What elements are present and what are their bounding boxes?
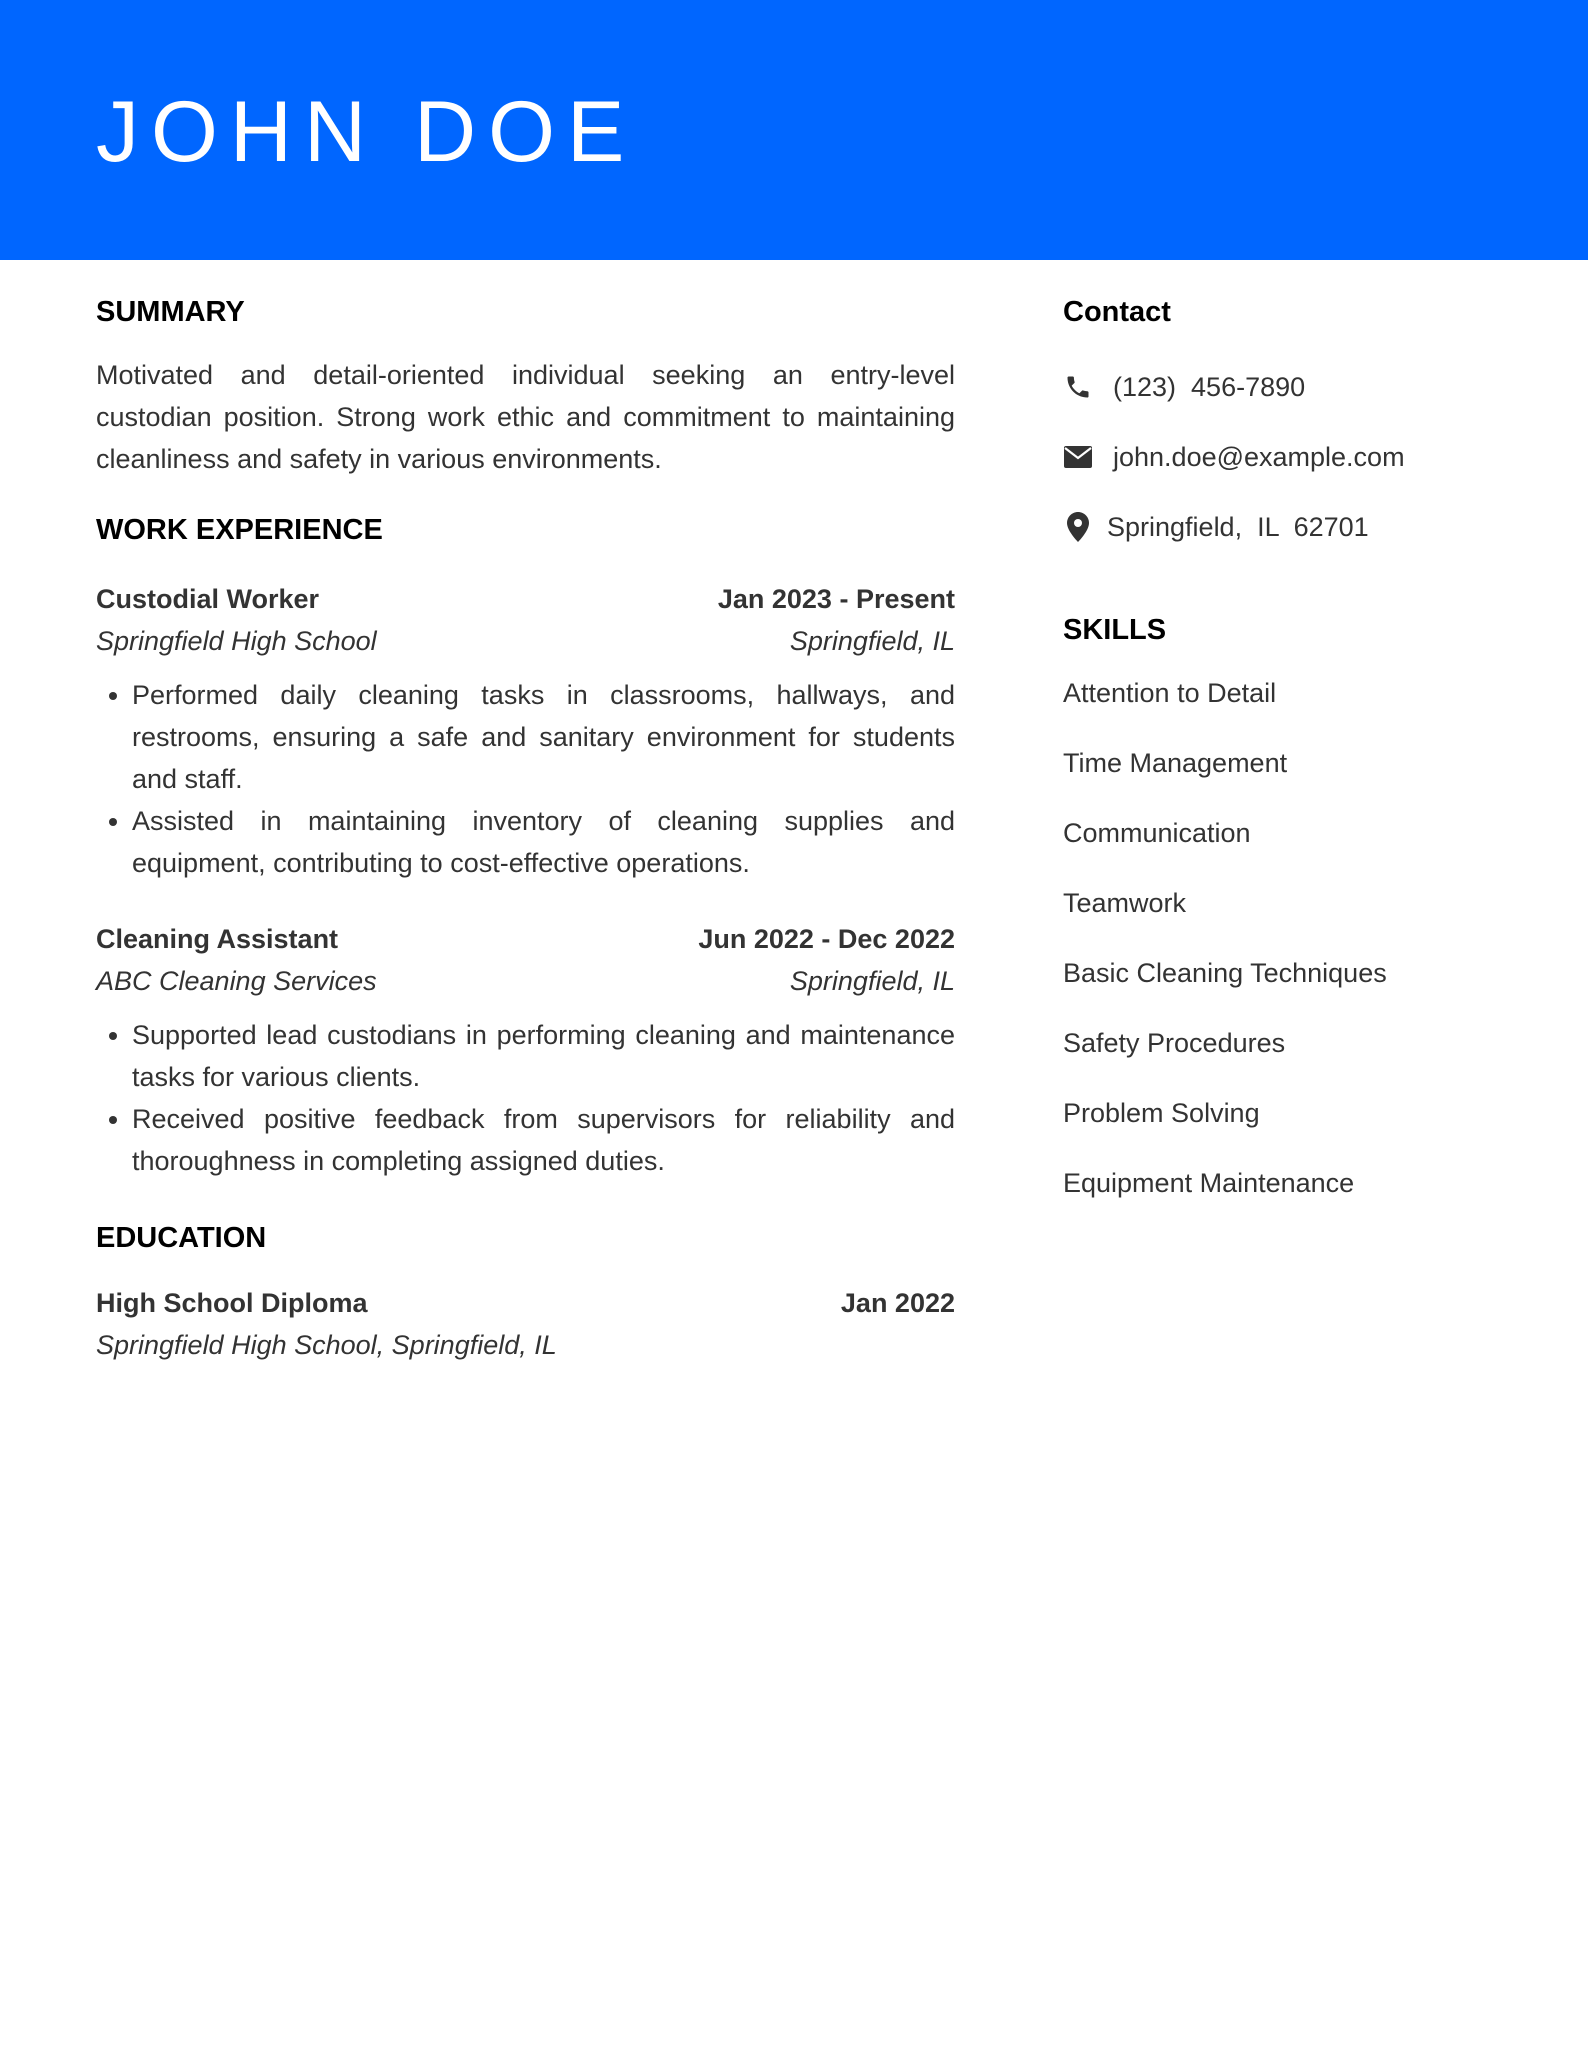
envelope-icon [1063, 442, 1093, 472]
contact-heading: Contact [1063, 296, 1171, 328]
summary-heading: SUMMARY [96, 296, 245, 328]
job-dates: Jan 2023 - Present [717, 584, 955, 614]
education-degree: High School Diploma [96, 1288, 368, 1318]
skill-item: Communication [1063, 818, 1251, 848]
header-banner [0, 0, 1588, 260]
skills-list [1063, 672, 1503, 1204]
job-bullets [96, 1014, 955, 1182]
job-location: Springfield, IL [789, 966, 955, 996]
education-entry [96, 1282, 955, 1366]
contact-address [1063, 504, 1503, 550]
job-bullet: • Assisted in maintaining inventory of cleaning supplies and equipment, contributing to cost-effective operations. [132, 800, 955, 884]
job-role: Cleaning Assistant [96, 924, 339, 954]
phone-icon [1063, 372, 1093, 402]
sidebar [1063, 290, 1503, 1232]
contact-email [1063, 434, 1503, 480]
map-pin-icon [1063, 512, 1093, 542]
skill-item: Attention to Detail [1063, 678, 1277, 708]
skill-item: Safety Procedures [1063, 1028, 1286, 1058]
contact-email-text: john.doe@example.com [1113, 441, 1405, 472]
education-heading: EDUCATION [96, 1222, 267, 1254]
skills-heading: SKILLS [1063, 614, 1167, 646]
job-location: Springfield, IL [789, 626, 955, 656]
job-bullet: • Received positive feedback from supervisors for reliability and thoroughness in completing assigned duties. [132, 1098, 955, 1182]
job-entry [96, 578, 955, 884]
contact-list [1063, 364, 1503, 550]
skill-item: Equipment Maintenance [1063, 1168, 1355, 1198]
job-bullets [96, 674, 955, 884]
job-entry [96, 918, 955, 1182]
work-experience-heading: WORK EXPERIENCE [96, 514, 383, 546]
job-role: Custodial Worker [96, 584, 320, 614]
job-company: ABC Cleaning Services [96, 966, 377, 996]
candidate-name: JOHN DOE [96, 84, 637, 180]
main-column [96, 290, 955, 1366]
skill-item: Teamwork [1063, 888, 1187, 918]
job-bullet: • Performed daily cleaning tasks in classrooms, hallways, and restrooms, ensuring a safe and sanitary environment for students and staff. [132, 674, 955, 800]
skill-item: Problem Solving [1063, 1098, 1260, 1128]
contact-address-text: Springfield, IL 62701 [1107, 511, 1369, 542]
summary-text: Motivated and detail-oriented individual seeking an entry-level custodian position. Strong work ethic and commitment to maintaining cleanliness and safety in various environments. [96, 360, 955, 474]
job-dates: Jun 2022 - Dec 2022 [698, 924, 955, 954]
contact-phone-text: (123) 456-7890 [1113, 371, 1306, 402]
education-date: Jan 2022 [840, 1288, 955, 1318]
education-school: Springfield High School, Springfield, IL [96, 1330, 557, 1360]
skill-item: Basic Cleaning Techniques [1063, 958, 1387, 988]
job-company: Springfield High School [96, 626, 377, 656]
skill-item: Time Management [1063, 748, 1288, 778]
job-bullet: • Supported lead custodians in performing cleaning and maintenance tasks for various clients. [132, 1014, 955, 1098]
contact-phone [1063, 364, 1503, 410]
